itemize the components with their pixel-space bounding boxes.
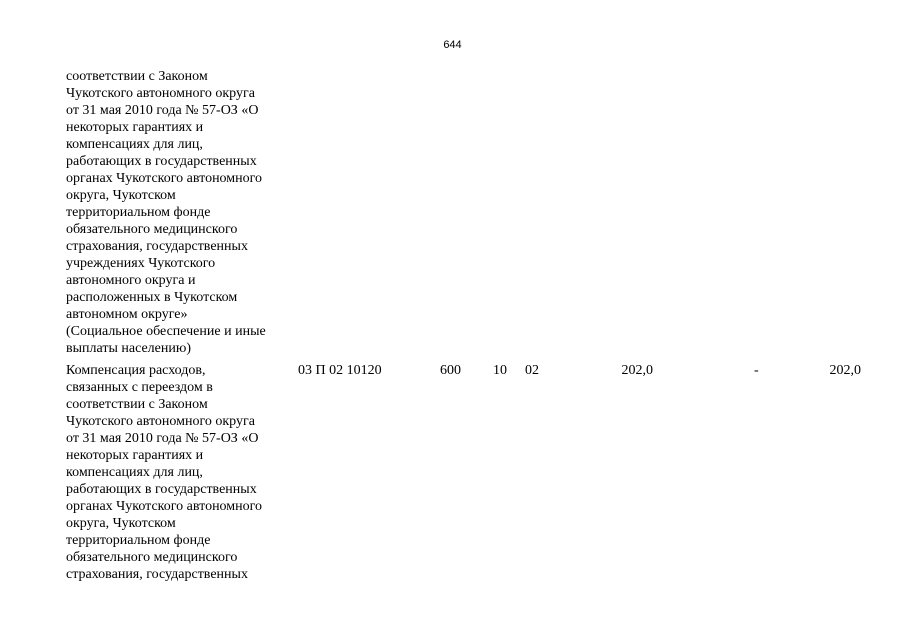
row-description: Компенсация расходов, связанных с переездом в соответствии с Законом Чукотского автономного округа от 31 мая 2010 года № 57-ОЗ «О некоторых гарантиях и компенсациях для лиц, работающих в государственных органах Чукотского автономного округа, Чукотском территориальном фонде обязательного медицинского страхования, государственных [66,363,263,582]
amount-total: 202,0 [621,363,653,378]
section-code: 10 [493,363,507,378]
amount-dash: - [754,363,759,378]
amount-final: 202,0 [829,363,861,378]
row-description: соответствии с Законом Чукотского автономного округа от 31 мая 2010 года № 57-ОЗ «О некоторых гарантиях и компенсациях для лиц, работающих в государственных органах Чукотского автономного округа, Чукотском территориальном фонде обязательного медицинского страхования, государственных учреждениях Чукотского автономного округа и расположенных в Чукотском автономном округе» (Социальное обеспечение и иные выплаты населению) [66,69,266,356]
target-article-code: 03 П 02 10120 [298,363,382,378]
expense-type-code: 600 [440,363,461,378]
page-number: 644 [443,39,462,51]
subsection-code: 02 [525,363,539,378]
